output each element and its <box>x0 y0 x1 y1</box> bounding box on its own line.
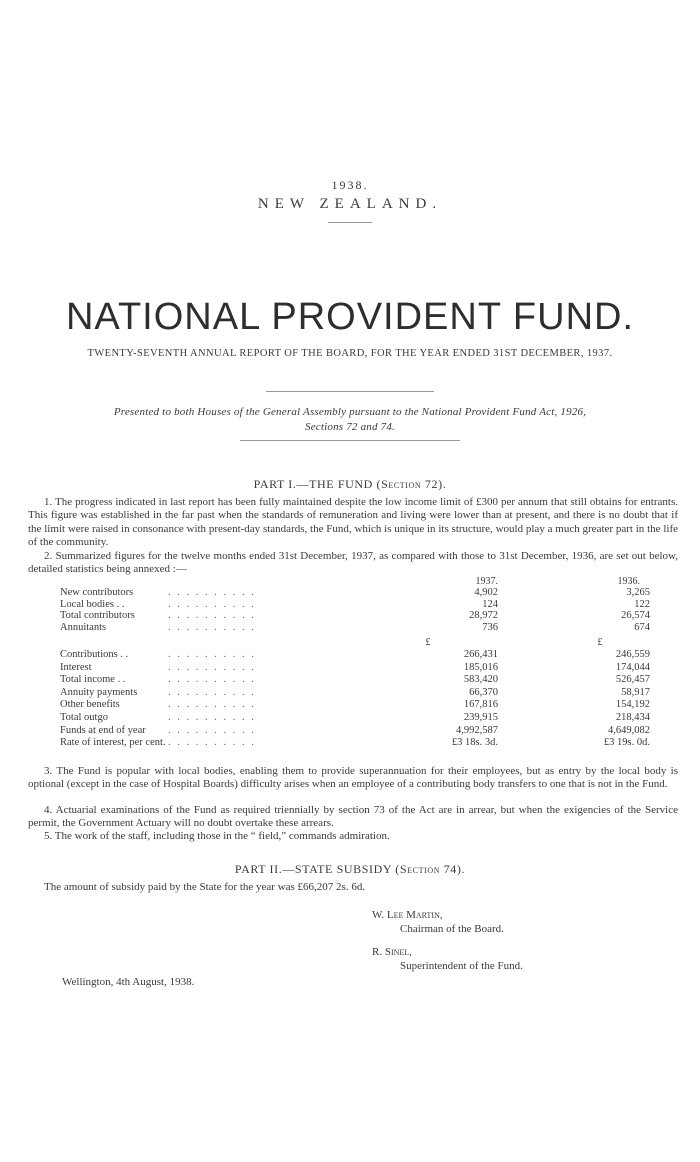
stats-row-leaders: . . . . . . . . . . <box>168 587 256 598</box>
part2-heading <box>0 862 700 877</box>
stats-row-label: New contributors <box>60 587 134 598</box>
part1-heading <box>0 477 700 492</box>
document-title: NATIONAL PROVIDENT FUND. <box>65 296 635 338</box>
stats-row <box>60 674 700 686</box>
stats-row <box>60 712 700 724</box>
stats-row <box>60 687 700 699</box>
part2-heading-section: Section <box>399 862 441 876</box>
stats-row <box>60 622 700 634</box>
stats-currency-1937: £ <box>425 637 431 648</box>
stats-row <box>60 649 700 661</box>
divider-top <box>266 391 434 392</box>
signature-2-name: R. Sinel, <box>372 946 412 958</box>
stats-row-value-1937: 583,420 <box>463 674 498 686</box>
stats-row-value-1937: 167,816 <box>463 699 498 711</box>
divider-short <box>328 222 372 223</box>
stats-row-value-1937: 28,972 <box>469 610 498 621</box>
stats-row-label: Local bodies . . <box>60 598 125 610</box>
stats-row-value-1936: 122 <box>634 598 650 610</box>
stats-row-leaders: . . . . . . . . . . <box>168 649 256 660</box>
part1-paragraph-1: 1. The progress indicated in last report has been fully maintained despite the low income limit of £300 per annum that still obtains for entrants. This figure was established in the far past when the standards of remuneration and living were lower than at present, and there is no doubt that if the limit were raised in consonance with present-day standards, the Fund, which is unique in its structure, would play a much greater part in the life of the community. <box>28 496 678 549</box>
stats-row-value-1936: 58,917 <box>621 686 650 698</box>
stats-row <box>60 737 700 749</box>
stats-row-label: Other benefits <box>60 699 120 711</box>
part1-heading-num: 72). <box>421 477 447 491</box>
stats-row-value-1936: 174,044 <box>615 661 650 673</box>
presented-line-1: Presented to both Houses of the General Assembly pursuant to the National Provident Fund Act, 1926, <box>113 406 587 418</box>
part2-heading-num: 74). <box>440 862 466 876</box>
stats-row-value-1937: 66,370 <box>469 686 498 698</box>
divider-bottom <box>240 440 460 441</box>
stats-col-1937: 1937. <box>475 576 498 587</box>
stats-row-value-1937: 185,016 <box>463 661 498 673</box>
stats-row-label: Total income . . <box>60 674 126 686</box>
stats-row-label: Total outgo <box>60 712 108 723</box>
presented-note <box>40 405 660 435</box>
part1-paragraph-4: 4. Actuarial examinations of the Fund as required triennially by section 73 of the Act are in arrear, but when the exigencies of the Service permit, the Government Actuary will no doubt overtake these arrears. <box>28 804 678 830</box>
document-subtitle: TWENTY-SEVENTH ANNUAL REPORT OF THE BOARD, FOR THE YEAR ENDED 31ST DECEMBER, 1937. <box>87 348 613 359</box>
stats-row-leaders: . . . . . . . . . . <box>168 661 256 673</box>
stats-row-value-1936: 154,192 <box>615 699 650 711</box>
stats-row <box>60 662 700 674</box>
stats-row-leaders: . . . . . . . . . . <box>168 686 256 698</box>
stats-col-1936: 1936. <box>617 576 640 587</box>
stats-row-leaders: . . . . . . . . . . <box>168 621 256 633</box>
stats-row-label: Annuitants <box>60 621 107 633</box>
stats-row-value-1936: 4,649,082 <box>608 724 650 736</box>
stats-row-label: Funds at end of year <box>60 724 146 736</box>
stats-row <box>60 699 700 711</box>
part1-paragraph-5: 5. The work of the staff, including those in the “ field,” commands admiration. <box>44 830 390 842</box>
stats-row-value-1937: 4,992,587 <box>456 724 498 736</box>
stats-currency-1936: £ <box>597 637 603 648</box>
stats-row-value-1937: 4,902 <box>474 587 498 598</box>
stats-row-value-1936: 246,559 <box>615 649 650 660</box>
report-year: 1938. <box>331 178 369 192</box>
stats-row-label: Interest <box>60 661 92 673</box>
stats-row-label: Rate of interest, per cent. <box>60 737 166 749</box>
stats-row-value-1937: 266,431 <box>463 649 498 660</box>
stats-row-leaders: . . . . . . . . . . <box>168 699 256 711</box>
signature-2-title: Superintendent of the Fund. <box>400 960 523 972</box>
stats-row-value-1936: 674 <box>634 621 650 633</box>
stats-row-label: Annuity payments <box>60 686 138 698</box>
stats-row-value-1936: 26,574 <box>621 610 650 621</box>
part1-heading-section: Section <box>381 477 422 491</box>
country-heading: NEW ZEALAND. <box>257 196 443 212</box>
stats-row-leaders: . . . . . . . . . . <box>168 712 256 723</box>
signature-1-name: W. Lee Martin, <box>372 909 443 921</box>
place-and-date: Wellington, 4th August, 1938. <box>62 976 195 988</box>
signature-1-title: Chairman of the Board. <box>400 923 504 935</box>
stats-row-value-1937: 124 <box>482 598 498 610</box>
stats-row <box>60 725 700 737</box>
stats-row-leaders: . . . . . . . . . . <box>168 674 256 686</box>
stats-row <box>60 587 700 599</box>
stats-row-value-1937: 736 <box>482 621 498 633</box>
stats-row-value-1936: 218,434 <box>615 712 650 723</box>
part1-paragraph-2: 2. Summarized figures for the twelve months ended 31st December, 1937, as compared with those to 31st December, 1936, are set out below, detailed statistics being annexed :— <box>28 550 678 576</box>
stats-row-leaders: . . . . . . . . . . <box>168 724 256 736</box>
stats-row-label: Total contributors <box>60 610 135 621</box>
stats-row-value-1936: 526,457 <box>615 674 650 686</box>
stats-row <box>60 599 700 611</box>
stats-row-value-1936: 3,265 <box>626 587 650 598</box>
part2-heading-main: PART II.—STATE SUBSIDY ( <box>234 862 400 876</box>
part1-heading-main: PART I.—THE FUND ( <box>253 477 382 491</box>
stats-row-label: Contributions . . <box>60 649 129 660</box>
stats-row-value-1936: £3 19s. 0d. <box>603 737 650 749</box>
part2-paragraph: The amount of subsidy paid by the State for the year was £66,207 2s. 6d. <box>44 881 366 893</box>
stats-row-leaders: . . . . . . . . . . <box>168 598 256 610</box>
stats-row-leaders: . . . . . . . . . . <box>168 610 256 621</box>
stats-row-leaders: . . . . . . . . . . <box>168 737 256 749</box>
stats-row-value-1937: 239,915 <box>463 712 498 723</box>
stats-row <box>60 610 700 622</box>
part1-paragraph-3: 3. The Fund is popular with local bodies, enabling them to provide superannuation for their employees, but as entry by the local body is optional (except in the case of Hospital Boards) difficulty arises when an employee of a contributing body transfers to one that is not in the Fund. <box>28 765 678 791</box>
presented-line-2: Sections 72 and 74. <box>305 421 395 433</box>
stats-row-value-1937: £3 18s. 3d. <box>451 737 498 749</box>
